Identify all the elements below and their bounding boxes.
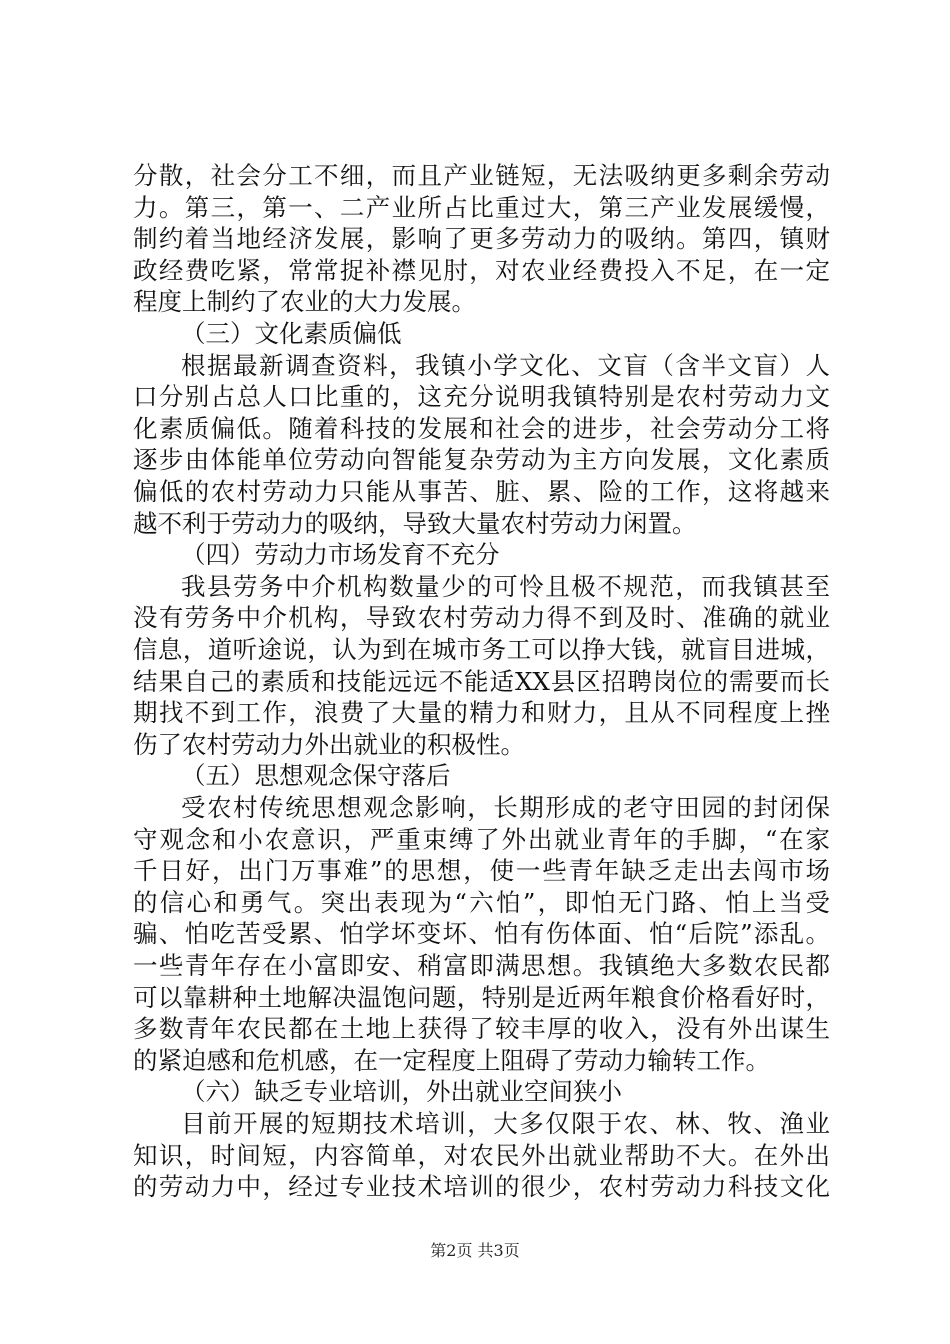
section-heading: （五）思想观念保守落后 xyxy=(181,761,451,791)
text-line: 知识，时间短，内容简单，对农民外出就业帮助不大。在外出 xyxy=(133,1140,830,1170)
text-line: 千日好，出门万事难”的思想，使一些青年缺乏走出去闯市场 xyxy=(133,856,830,886)
text-line: 逐步由体能单位劳动向智能复杂劳动为主方向发展，文化素质 xyxy=(133,445,830,475)
text-line: 目前开展的短期技术培训，大多仅限于农、林、牧、渔业 xyxy=(181,1109,830,1138)
page-number: 第2页 共3页 xyxy=(430,1241,520,1260)
text-line: 伤了农村劳动力外出就业的积极性。 xyxy=(133,729,525,759)
text-line: 守观念和小农意识，严重束缚了外出就业青年的手脚，“在家 xyxy=(133,824,830,854)
text-line: 分散，社会分工不细，而且产业链短，无法吸纳更多剩余劳动 xyxy=(133,161,830,190)
text-line: 制约着当地经济发展，影响了更多劳动力的吸纳。第四，镇财 xyxy=(133,224,830,254)
text-line: 我县劳务中介机构数量少的可怜且极不规范，而我镇甚至 xyxy=(181,571,830,601)
text-line: 骗、怕吃苦受累、怕学坏变坏、怕有伤体面、怕“后院”添乱。 xyxy=(133,919,830,949)
text-line: 一些青年存在小富即安、稍富即满思想。我镇绝大多数农民都 xyxy=(133,951,830,980)
text-line: 多数青年农民都在土地上获得了较丰厚的收入，没有外出谋生 xyxy=(133,1014,830,1044)
text-line: 政经费吃紧，常常捉补襟见肘，对农业经费投入不足，在一定 xyxy=(133,255,830,285)
text-line: 程度上制约了农业的大力发展。 xyxy=(133,287,476,317)
text-line: 没有劳务中介机构，导致农村劳动力得不到及时、准确的就业 xyxy=(133,603,830,633)
section-heading: （四）劳动力市场发育不充分 xyxy=(181,540,500,570)
text-line: 偏低的农村劳动力只能从事苦、脏、累、险的工作，这将越来 xyxy=(133,477,830,506)
text-line: 根据最新调查资料，我镇小学文化、文盲（含半文盲）人 xyxy=(181,350,830,380)
text-line: 的紧迫感和危机感，在一定程度上阻碍了劳动力输转工作。 xyxy=(133,1045,770,1075)
text-line: 越不利于劳动力的吸纳，导致大量农村劳动力闲置。 xyxy=(133,508,697,538)
text-line: 受农村传统思想观念影响，长期形成的老守田园的封闭保 xyxy=(181,793,830,822)
text-line: 力。第三，第一、二产业所占比重过大，第三产业发展缓慢， xyxy=(133,192,830,222)
text-line: 期找不到工作，浪费了大量的精力和财力，且从不同程度上挫 xyxy=(133,698,830,728)
section-heading: （三）文化素质偏低 xyxy=(181,319,402,348)
text-line: 的信心和勇气。突出表现为“六怕”，即怕无门路、怕上当受 xyxy=(133,887,830,917)
text-line: 结果自己的素质和技能远远不能适XX县区招聘岗位的需要而长 xyxy=(133,666,830,696)
text-line: 口分别占总人口比重的，这充分说明我镇特别是农村劳动力文 xyxy=(133,382,830,412)
text-line: 化素质偏低。随着科技的发展和社会的进步，社会劳动分工将 xyxy=(133,413,830,443)
text-line: 的劳动力中，经过专业技术培训的很少，农村劳动力科技文化 xyxy=(133,1172,830,1202)
section-heading: （六）缺乏专业培训，外出就业空间狭小 xyxy=(181,1077,622,1107)
text-line: 可以靠耕种土地解决温饱问题，特别是近两年粮食价格看好时， xyxy=(133,982,830,1012)
text-line: 信息，道听途说，认为到在城市务工可以挣大钱，就盲目进城， xyxy=(133,635,830,664)
